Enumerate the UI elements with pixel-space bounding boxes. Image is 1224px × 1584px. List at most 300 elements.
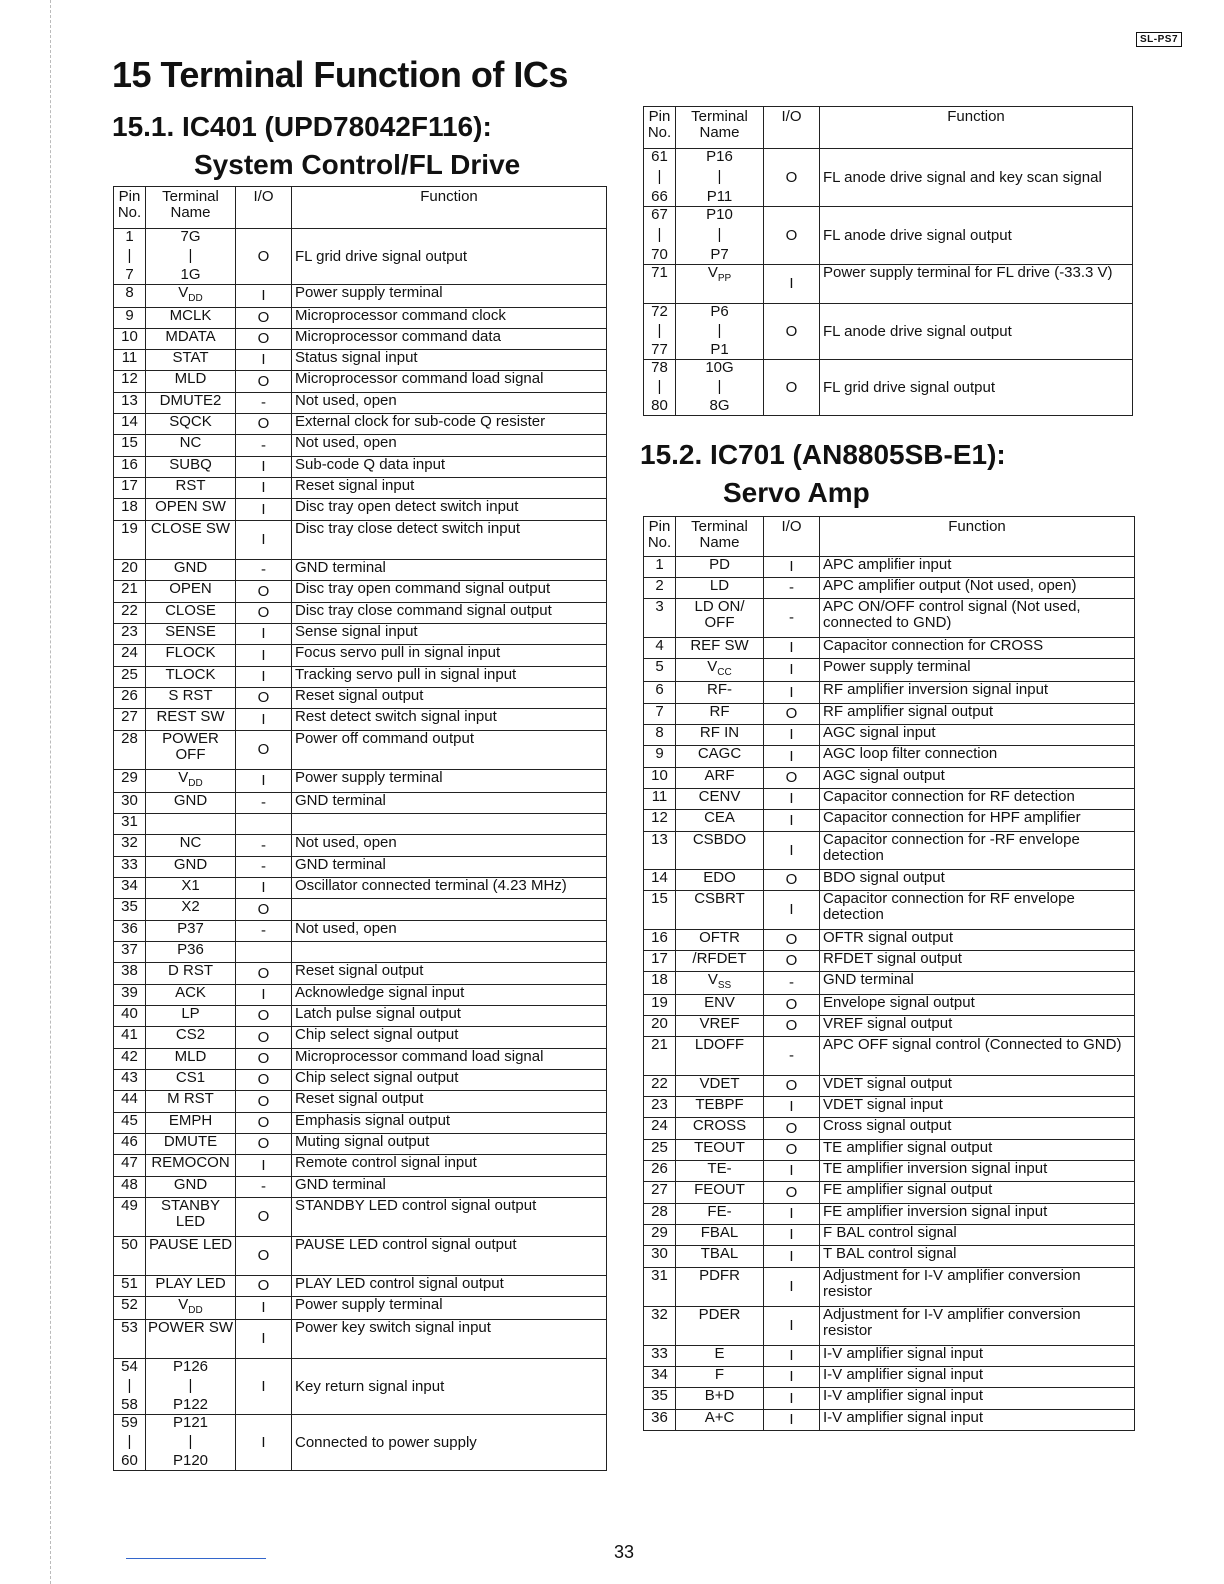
function-cell: Focus servo pull in signal input (292, 645, 607, 667)
pin-cell: 18 (644, 972, 676, 995)
pin-cell: 16 (114, 457, 146, 478)
io-cell: O (236, 1006, 292, 1027)
terminal-name-cell: GND (146, 793, 236, 814)
terminal-name-cell: CENV (676, 789, 764, 810)
pin-cell: 24 (114, 645, 146, 667)
function-cell: I-V amplifier signal input (820, 1367, 1135, 1388)
function-cell: Not used, open (292, 393, 607, 414)
terminal-name-cell: PD (676, 557, 764, 578)
range-end: 7 (125, 266, 134, 283)
pin-cell: 14 (114, 414, 146, 435)
function-cell: GND terminal (292, 857, 607, 878)
table-row (114, 942, 607, 963)
terminal-name-cell: SENSE (146, 624, 236, 645)
pin-cell (644, 207, 676, 265)
table-row (644, 1410, 1135, 1431)
function-cell: GND terminal (292, 560, 607, 581)
terminal-name-cell: M RST (146, 1091, 236, 1113)
io-cell: - (764, 972, 820, 995)
terminal-name-cell: LP (146, 1006, 236, 1027)
terminal-name-cell: MDATA (146, 329, 236, 350)
terminal-name-cell (146, 1359, 236, 1415)
pin-cell: 31 (114, 814, 146, 835)
function-cell: APC OFF signal control (Connected to GND) (820, 1037, 1135, 1076)
terminal-name-cell: RF (676, 704, 764, 725)
terminal-name-cell: OPEN SW (146, 499, 236, 521)
page-edge-guide (50, 0, 51, 1584)
range-end: 8G (709, 397, 730, 414)
pin-cell (644, 304, 676, 360)
terminal-name-cell: NC (146, 435, 236, 457)
io-cell: O (236, 308, 292, 329)
function-cell: PLAY LED control signal output (292, 1276, 607, 1297)
range-end: P11 (706, 188, 733, 205)
terminal-name-cell: A+C (676, 1410, 764, 1431)
table-row (644, 951, 1135, 972)
terminal-name-cell: PLAY LED (146, 1276, 236, 1297)
function-cell: FL anode drive signal output (820, 207, 1133, 265)
io-cell: O (764, 1016, 820, 1037)
range-start: 59 (121, 1414, 138, 1431)
pin-cell (644, 360, 676, 416)
pin-cell: 15 (114, 435, 146, 457)
function-cell: F BAL control signal (820, 1225, 1135, 1246)
io-cell: I (236, 1359, 292, 1415)
function-cell: Key return signal input (292, 1359, 607, 1415)
table-row (114, 814, 607, 835)
table-row (114, 521, 607, 560)
function-cell: FL anode drive signal and key scan signal (820, 149, 1133, 207)
function-cell: APC ON/OFF control signal (Not used, connected to GND) (820, 599, 1135, 638)
table-row (114, 581, 607, 603)
table-row (114, 921, 607, 942)
io-cell: I (764, 1268, 820, 1307)
io-cell: - (236, 560, 292, 581)
function-cell: APC amplifier input (820, 557, 1135, 578)
function-cell: Disc tray close detect switch input (292, 521, 607, 560)
section-heading-ic401-line2: System Control/FL Drive (194, 149, 521, 180)
terminal-name-cell: PAUSE LED (146, 1237, 236, 1276)
pin-cell: 43 (114, 1070, 146, 1091)
range-bar: | (717, 226, 722, 243)
header-function: Function (820, 107, 1133, 149)
terminal-name-cell: D RST (146, 963, 236, 985)
header-pin: Pin No. (644, 107, 676, 149)
function-cell: Oscillator connected terminal (4.23 MHz) (292, 878, 607, 899)
pin-cell: 34 (644, 1367, 676, 1388)
table-row (644, 149, 1133, 207)
table-row (114, 857, 607, 878)
io-cell: - (236, 393, 292, 414)
pin-cell: 41 (114, 1027, 146, 1049)
io-cell: O (236, 963, 292, 985)
function-cell (292, 899, 607, 921)
io-cell: I (764, 810, 820, 832)
io-cell: - (764, 578, 820, 599)
io-cell: I (236, 645, 292, 667)
range-bar: | (188, 1433, 193, 1450)
table-header (114, 187, 607, 229)
table-row (644, 1016, 1135, 1037)
pin-cell: 4 (644, 638, 676, 659)
table-row (114, 1177, 607, 1198)
table-row (644, 578, 1135, 599)
pin-cell: 20 (644, 1016, 676, 1037)
io-cell: O (236, 688, 292, 709)
range-bar: | (657, 226, 662, 243)
terminal-name-cell: STAT (146, 350, 236, 371)
terminal-name-cell: B+D (676, 1388, 764, 1410)
function-cell: AGC signal input (820, 725, 1135, 746)
terminal-name-cell: SUBQ (146, 457, 236, 478)
table-row (114, 329, 607, 350)
table-row (114, 308, 607, 329)
terminal-name-cell: DMUTE2 (146, 393, 236, 414)
table-row (114, 624, 607, 645)
terminal-name-cell: LDOFF (676, 1037, 764, 1076)
terminal-name-cell (676, 360, 764, 416)
io-cell: O (764, 951, 820, 972)
pin-cell: 50 (114, 1237, 146, 1276)
io-cell: O (236, 731, 292, 770)
pin-cell: 35 (644, 1388, 676, 1410)
pin-cell: 8 (644, 725, 676, 746)
table-row (114, 1134, 607, 1155)
function-cell (292, 814, 607, 835)
function-cell: FE amplifier signal output (820, 1182, 1135, 1204)
function-cell: Power key switch signal input (292, 1320, 607, 1359)
range-end: P1 (710, 341, 729, 358)
function-cell: Microprocessor command load signal (292, 1049, 607, 1070)
terminal-name-cell: SQCK (146, 414, 236, 435)
table-row (114, 731, 607, 770)
io-cell: O (236, 229, 292, 285)
function-cell: AGC loop filter connection (820, 746, 1135, 768)
table-row (114, 435, 607, 457)
terminal-name-cell: MCLK (146, 308, 236, 329)
terminal-name-cell: TBAL (676, 1246, 764, 1268)
function-cell: Reset signal output (292, 1091, 607, 1113)
header-io: I/O (764, 107, 820, 149)
function-cell: Adjustment for I-V amplifier conversion resistor (820, 1268, 1135, 1307)
range-start: 1 (125, 228, 134, 245)
terminal-name-cell: ARF (676, 768, 764, 789)
terminal-name-cell (676, 207, 764, 265)
range-end: P120 (172, 1452, 209, 1469)
terminal-name-cell: P36 (146, 942, 236, 963)
function-cell: Latch pulse signal output (292, 1006, 607, 1027)
table-row (114, 1091, 607, 1113)
table-row (114, 793, 607, 814)
pin-cell: 13 (644, 832, 676, 870)
io-cell: O (764, 704, 820, 725)
function-cell: TE amplifier inversion signal input (820, 1161, 1135, 1182)
pin-cell: 7 (644, 704, 676, 725)
io-cell: I (236, 985, 292, 1006)
table-row (644, 599, 1135, 638)
function-cell: Power supply terminal (292, 285, 607, 308)
table-row (644, 725, 1135, 746)
table-row (114, 1297, 607, 1320)
pin-cell: 52 (114, 1297, 146, 1320)
terminal-name-cell: NC (146, 835, 236, 857)
terminal-name-cell (146, 229, 236, 285)
pin-cell: 71 (644, 265, 676, 304)
pin-cell: 17 (644, 951, 676, 972)
function-cell: Connected to power supply (292, 1415, 607, 1471)
table-row (114, 350, 607, 371)
io-cell: I (764, 638, 820, 659)
terminal-name-cell: FEOUT (676, 1182, 764, 1204)
io-cell: O (236, 1134, 292, 1155)
pin-cell: 30 (644, 1246, 676, 1268)
table-row (644, 1204, 1135, 1225)
terminal-name-cell: /RFDET (676, 951, 764, 972)
terminal-name-cell: ENV (676, 995, 764, 1016)
table-row (114, 1049, 607, 1070)
function-cell: Tracking servo pull in signal input (292, 667, 607, 688)
table-row (644, 972, 1135, 995)
pin-cell: 22 (644, 1076, 676, 1097)
function-cell: VDET signal output (820, 1076, 1135, 1097)
function-cell: Chip select signal output (292, 1027, 607, 1049)
terminal-name-cell: FLOCK (146, 645, 236, 667)
function-cell: Capacitor connection for RF envelope detection (820, 891, 1135, 930)
pin-cell: 37 (114, 942, 146, 963)
function-cell: Sub-code Q data input (292, 457, 607, 478)
table-row (644, 1367, 1135, 1388)
function-cell: Not used, open (292, 435, 607, 457)
terminal-name-cell: $V_{PP}$ (676, 265, 764, 304)
terminal-name-cell: CSBRT (676, 891, 764, 930)
io-cell: I (236, 770, 292, 793)
table-row (114, 1155, 607, 1177)
terminal-name-cell: PDER (676, 1307, 764, 1346)
io-cell: - (236, 857, 292, 878)
range-end: 80 (651, 397, 668, 414)
io-cell: O (236, 1027, 292, 1049)
function-cell: Envelope signal output (820, 995, 1135, 1016)
terminal-name-cell: GND (146, 560, 236, 581)
pin-cell: 21 (114, 581, 146, 603)
io-cell: - (236, 435, 292, 457)
io-cell: O (764, 930, 820, 951)
io-cell: I (236, 285, 292, 308)
function-cell: Not used, open (292, 921, 607, 942)
io-cell: O (764, 768, 820, 789)
table-row (644, 1037, 1135, 1076)
table-row (644, 789, 1135, 810)
pin-cell: 47 (114, 1155, 146, 1177)
pin-cell: 14 (644, 870, 676, 891)
io-cell: I (764, 1307, 820, 1346)
terminal-name-cell: GND (146, 1177, 236, 1198)
pin-cell: 25 (644, 1140, 676, 1161)
table-row (114, 1320, 607, 1359)
range-start: 54 (121, 1358, 138, 1375)
function-cell: APC amplifier output (Not used, open) (820, 578, 1135, 599)
pin-cell: 33 (114, 857, 146, 878)
table-row (114, 899, 607, 921)
io-cell: O (764, 304, 820, 360)
pin-cell: 19 (644, 995, 676, 1016)
header-pin: Pin No. (644, 517, 676, 557)
io-cell: I (764, 789, 820, 810)
io-cell: I (764, 746, 820, 768)
header-terminal-name: Terminal Name (676, 517, 764, 557)
function-cell: VDET signal input (820, 1097, 1135, 1118)
table-row (114, 835, 607, 857)
page-title: 15 Terminal Function of ICs (112, 54, 568, 95)
pin-cell: 46 (114, 1134, 146, 1155)
function-cell: STANDBY LED control signal output (292, 1198, 607, 1237)
function-cell: Power off command output (292, 731, 607, 770)
section-heading-ic701-line1: 15.2. IC701 (AN8805SB-E1): (640, 439, 1006, 470)
function-cell: Remote control signal input (292, 1155, 607, 1177)
function-cell: Acknowledge signal input (292, 985, 607, 1006)
pin-cell: 32 (644, 1307, 676, 1346)
pin-cell: 12 (644, 810, 676, 832)
io-cell: I (764, 265, 820, 304)
io-cell: O (764, 870, 820, 891)
table-row (644, 1225, 1135, 1246)
terminal-name-cell: REF SW (676, 638, 764, 659)
io-cell: I (236, 521, 292, 560)
io-cell (236, 942, 292, 963)
function-cell: Power supply terminal (292, 770, 607, 793)
table-row (644, 1076, 1135, 1097)
ic701-pin-table (643, 516, 1135, 1431)
terminal-name-cell: MLD (146, 371, 236, 393)
range-end: 70 (651, 246, 668, 263)
io-cell: I (236, 667, 292, 688)
range-start: 67 (651, 206, 668, 223)
table-row (644, 1161, 1135, 1182)
io-cell: I (236, 1415, 292, 1471)
terminal-name-cell: RF IN (676, 725, 764, 746)
terminal-name-cell: MLD (146, 1049, 236, 1070)
function-cell: FL grid drive signal output (292, 229, 607, 285)
terminal-name-cell: TLOCK (146, 667, 236, 688)
function-cell: FL anode drive signal output (820, 304, 1133, 360)
range-bar: | (127, 1433, 132, 1450)
terminal-name-cell: CSBDO (676, 832, 764, 870)
function-cell: Status signal input (292, 350, 607, 371)
io-cell: I (236, 457, 292, 478)
pin-cell: 6 (644, 682, 676, 704)
function-cell: Microprocessor command data (292, 329, 607, 350)
range-bar: | (657, 378, 662, 395)
pin-cell: 11 (114, 350, 146, 371)
table-row (644, 832, 1135, 870)
pin-cell: 42 (114, 1049, 146, 1070)
pin-cell: 15 (644, 891, 676, 930)
io-cell: O (764, 995, 820, 1016)
io-cell: I (764, 1388, 820, 1410)
table-row (644, 870, 1135, 891)
io-cell: O (764, 1118, 820, 1140)
table-row (114, 1415, 607, 1471)
terminal-name-cell: CLOSE (146, 603, 236, 624)
io-cell: O (764, 1140, 820, 1161)
function-cell: RFDET signal output (820, 951, 1135, 972)
table-row (114, 1237, 607, 1276)
table-row (114, 560, 607, 581)
table-row (114, 878, 607, 899)
io-cell: I (764, 1161, 820, 1182)
function-cell: T BAL control signal (820, 1246, 1135, 1268)
function-cell: I-V amplifier signal input (820, 1388, 1135, 1410)
table-row (644, 704, 1135, 725)
pin-cell: 35 (114, 899, 146, 921)
function-cell: GND terminal (820, 972, 1135, 995)
io-cell: I (236, 1320, 292, 1359)
function-cell: I-V amplifier signal input (820, 1346, 1135, 1367)
function-cell: I-V amplifier signal input (820, 1410, 1135, 1431)
range-start: 10G (705, 359, 734, 376)
io-cell: O (764, 1182, 820, 1204)
io-cell: O (236, 899, 292, 921)
pin-cell: 40 (114, 1006, 146, 1027)
function-cell: TE amplifier signal output (820, 1140, 1135, 1161)
pin-cell: 39 (114, 985, 146, 1006)
table-row (644, 360, 1133, 416)
terminal-name-cell: TE- (676, 1161, 764, 1182)
io-cell: I (764, 659, 820, 682)
io-cell: I (236, 624, 292, 645)
io-cell: I (764, 1097, 820, 1118)
range-bar: | (127, 1377, 132, 1394)
pin-cell: 27 (644, 1182, 676, 1204)
io-cell: I (764, 1204, 820, 1225)
function-cell: Emphasis signal output (292, 1113, 607, 1134)
function-cell: Chip select signal output (292, 1070, 607, 1091)
function-cell: Capacitor connection for RF detection (820, 789, 1135, 810)
io-cell: I (764, 1346, 820, 1367)
pin-cell: 17 (114, 478, 146, 499)
range-end: 77 (651, 341, 668, 358)
header-io: I/O (764, 517, 820, 557)
io-cell: O (236, 1049, 292, 1070)
table-row (644, 1118, 1135, 1140)
io-cell: O (764, 1076, 820, 1097)
io-cell: I (764, 891, 820, 930)
io-cell: - (764, 599, 820, 638)
header-function: Function (292, 187, 607, 229)
function-cell: Adjustment for I-V amplifier conversion resistor (820, 1307, 1135, 1346)
table-row (114, 457, 607, 478)
table-row (114, 414, 607, 435)
terminal-name-cell: $V_{SS}$ (676, 972, 764, 995)
io-cell: - (236, 835, 292, 857)
pin-cell: 29 (644, 1225, 676, 1246)
range-start: P10 (706, 206, 733, 223)
table-row (644, 1346, 1135, 1367)
range-bar: | (657, 168, 662, 185)
pin-cell: 12 (114, 371, 146, 393)
table-row (114, 709, 607, 731)
table-row (644, 1097, 1135, 1118)
pin-cell: 2 (644, 578, 676, 599)
range-start: 7G (180, 228, 201, 245)
io-cell: - (236, 921, 292, 942)
pin-cell (644, 149, 676, 207)
table-row (114, 963, 607, 985)
pin-cell: 30 (114, 793, 146, 814)
terminal-name-cell: X1 (146, 878, 236, 899)
table-row (644, 638, 1135, 659)
io-cell: I (764, 1246, 820, 1268)
